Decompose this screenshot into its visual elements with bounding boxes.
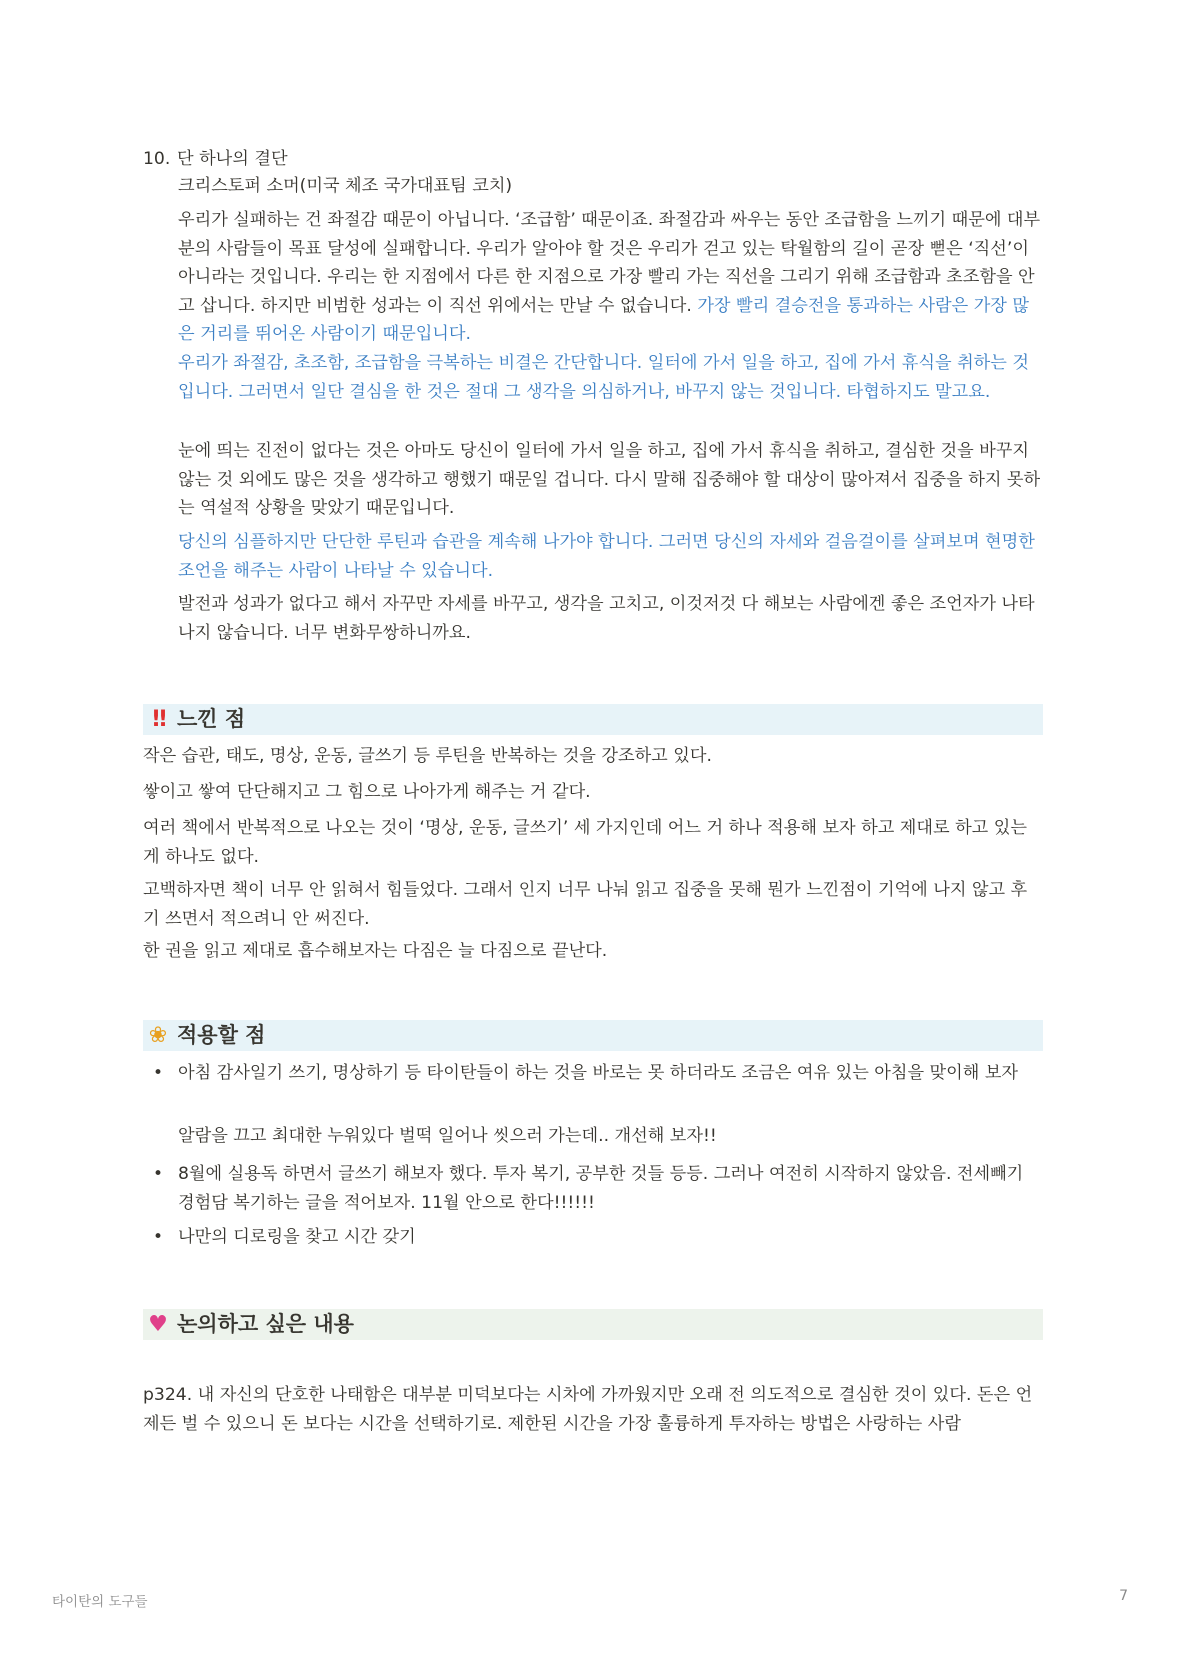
bullet-dot: • [153,1164,164,1184]
apply-bullet-1-text: 아침 감사일기 쓰기, 명상하기 등 타이탄들이 하는 것을 바로는 못 하더라도 조금은 여유 있는 아침을 맞이해 보자 [178,1063,1019,1083]
felt-line-5: 한 권을 읽고 제대로 흡수해보자는 다짐은 늘 다짐으로 끝난다. [143,941,608,961]
paragraph-5: 발전과 성과가 없다고 해서 자꾸만 자세를 바꾸고, 생각을 고치고, 이것저것 다 해보는 사람에겐 좋은 조언자가 나타나지 않습니다. 너무 변화무쌍하니까요. [178,594,1035,643]
felt-line-1: 작은 습관, 태도, 명상, 운동, 글쓰기 등 루틴을 반복하는 것을 강조하고 있다. [143,746,712,766]
author-line: 크리스토퍼 소머(미국 체조 국가대표팀 코치) [178,176,513,196]
apply-bullet-3-text: 나만의 디로링을 찾고 시간 갖기 [178,1227,416,1247]
section-10-heading [143,145,288,173]
double-exclamation-icon: !! [150,707,166,732]
felt-line-4: 고백하자면 책이 너무 안 읽혀서 힘들었다. 그래서 인지 너무 나눠 읽고 집중을 못해 뭔가 느낀점이 기억에 나지 않고 후기 쓰면서 적으려니 안 써진다. [143,880,1028,929]
paragraph-3: 눈에 띄는 진전이 없다는 것은 아마도 당신이 일터에 가서 일을 하고, 집에 가서 휴식을 취하고, 결심한 것을 바꾸지 않는 것 외에도 많은 것을 생각하고 행했기 때문일 겁니다. 다시 말해 집중해야 할 대상이 많아져서 집중을 하지 못하는 역설적 상황을 맞았기 때문입니다. [178,441,1041,518]
apply-heading [143,1020,1043,1051]
paragraph-4: 당신의 심플하지만 단단한 루틴과 습관을 계속해 나가야 합니다. 그러면 당신의 자세와 걸음걸이를 살펴보며 현명한 조언을 해주는 사람이 나타날 수 있습니다. [178,532,1035,581]
felt-heading-text: 느낀 점 [177,707,246,731]
sparkling-heart-icon: ♥ [148,1312,168,1337]
bullet-dot: • [153,1227,164,1247]
paragraph-1-text: 우리가 실패하는 건 좌절감 때문이 아닙니다. ‘조급함’ 때문이죠. 좌절감과 싸우는 동안 조급함을 느끼기 때문에 대부분의 사람들이 목표 달성에 실패합니다. 우리가 알아야 할 것은 우리가 걷고 있는 탁월함의 길이 곧장 뻗은 ‘직선’이 아니라는 것입니다. 우리는 한 지점에서 다른 한 지점으로 가장 빨리 가는 직선을 그리기 위해 조급함과 초조함을 안고 삽니다. 하지만 비범한 성과는 이 직선 위에서는 만날 수 없습니다. [178,210,1041,316]
page-number: 7 [1119,1588,1128,1604]
bullet-dot: • [153,1063,164,1083]
apply-bullet-2-text: 8월에 실용독 하면서 글쓰기 해보자 했다. 투자 복기, 공부한 것들 등등. 그러나 여전히 시작하지 않았음. 전세빼기 경험담 복기하는 글을 적어보자. 11월 안으로 한다!!!!!! [178,1164,1024,1213]
felt-heading [143,704,1043,735]
felt-line-2: 쌓이고 쌓여 단단해지고 그 힘으로 나아가게 해주는 거 같다. [143,782,591,802]
list-number: 10. [143,149,171,169]
paragraph-1-highlight: 가장 빨리 결승전을 통과하는 사람은 가장 많은 거리를 뛰어온 사람이기 때문입니다. [178,295,1029,344]
discuss-heading-text: 논의하고 싶은 내용 [177,1312,354,1336]
apply-bullet-1-subtext: 알람을 끄고 최대한 누워있다 벌떡 일어나 씻으러 가는데.. 개선해 보자!! [178,1126,717,1146]
apply-heading-text: 적용할 점 [177,1023,266,1047]
discuss-heading [143,1309,1043,1340]
paragraph-1 [178,206,1043,349]
praying-hands-icon: ❀ [148,1023,168,1048]
paragraph-2: 우리가 좌절감, 초조함, 조급함을 극복하는 비결은 간단합니다. 일터에 가서 일을 하고, 집에 가서 휴식을 취하는 것입니다. 그러면서 일단 결심을 한 것은 절대 그 생각을 의심하거나, 바꾸지 않는 것입니다. 타협하지도 말고요. [178,353,1029,402]
discuss-text: p324. 내 자신의 단호한 나태함은 대부분 미덕보다는 시차에 가까웠지만 오래 전 의도적으로 결심한 것이 있다. 돈은 언제든 벌 수 있으니 돈 보다는 시간을 선택하기로. 제한된 시간을 가장 훌륭하게 투자하는 방법은 사랑하는 사람 [143,1385,1033,1434]
section-title: 단 하나의 결단 [177,149,288,169]
footer-title: 타이탄의 도구들 [52,1594,148,1610]
felt-line-3: 여러 책에서 반복적으로 나오는 것이 ‘명상, 운동, 글쓰기’ 세 가지인데 어느 거 하나 적용해 보자 하고 제대로 하고 있는 게 하나도 없다. [143,818,1027,867]
